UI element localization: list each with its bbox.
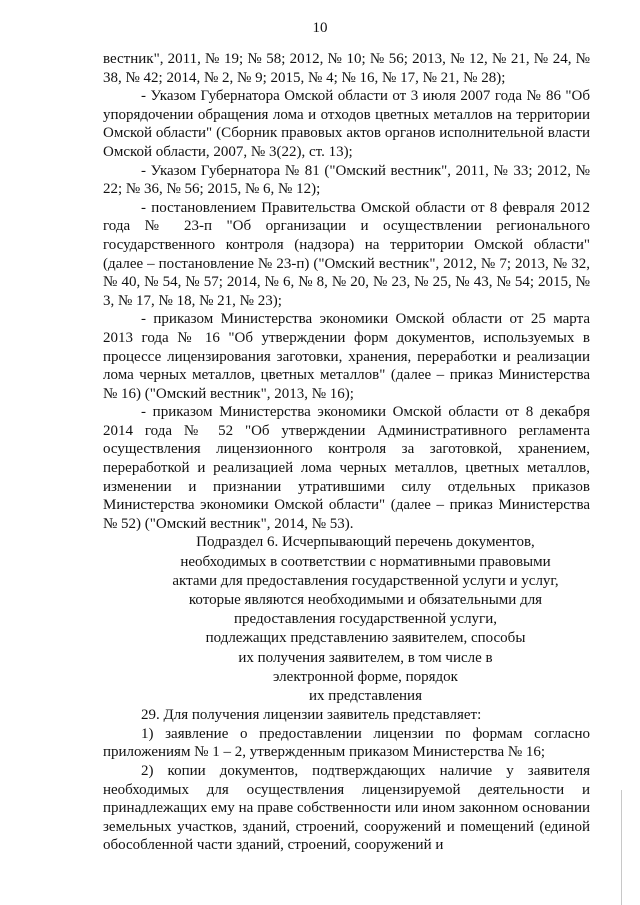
page-number: 10 bbox=[312, 20, 328, 36]
paragraph: - Указом Губернатора Омской области от 3 июля 2007 года № 86 "Об упорядочении обращения лома и отходов цветных металлов на территории Омской области" (Сборник правовых актов органов исполнительной власти Омской области, 2007, № 3(22), ст. 13); bbox=[103, 88, 590, 160]
paragraph: - приказом Министерства экономики Омской области от 25 марта 2013 года № 16 "Об утверждении форм документов, используемых в процессе лицензирования заготовки, хранения, переработки и реализации лома черных металлов, цветных металлов" (далее – приказ Министерства № 16) ("Омский вестник", 2013, № 16); bbox=[103, 311, 590, 402]
document-body bbox=[103, 50, 590, 855]
section-heading bbox=[103, 533, 590, 706]
heading-line: подлежащих представлению заявителем, способы bbox=[205, 630, 526, 647]
paragraph: 29. Для получения лицензии заявитель представляет: bbox=[141, 707, 482, 724]
paragraph: - Указом Губернатора № 81 ("Омский вестник", 2011, № 33; 2012, № 22; № 36, № 56; 2015, № 6, № 12); bbox=[103, 162, 590, 198]
heading-line: электронной форме, порядок bbox=[273, 668, 458, 685]
heading-line: их получения заявителем, в том числе в bbox=[238, 649, 493, 666]
heading-line: предоставления государственной услуги, bbox=[233, 611, 497, 628]
paragraph: - приказом Министерства экономики Омской области от 8 декабря 2014 года № 52 "Об утверждении Административного регламента осуществления лицензионного контроля за заготовкой, хранением, переработкой и реализацией лома черных металлов, цветных металлов, изменении и признании утратившими силу отдельных приказов Министерства экономики Омской области" (далее – приказ Министерства № 52) ("Омский вестник", 2014, № 53). bbox=[103, 404, 590, 532]
paragraph: - постановлением Правительства Омской области от 8 февраля 2012 года № 23-п "Об организации и осуществлении регионального государственного контроля (надзора) на территории Омской области" (далее – постановление № 23-п) ("Омский вестник", 2012, № 7; 2013, № 32, № 40, № 54, № 57; 2014, № 6, № 8, № 20, № 23, № 25, № 43, № 54; 2015, № 3, № 17, № 18, № 21, № 23); bbox=[103, 199, 590, 309]
scan-edge-line bbox=[621, 790, 622, 905]
paragraph: 1) заявление о предоставлении лицензии по формам согласно приложениям № 1 – 2, утвержденным приказом Министерства № 16; bbox=[103, 725, 590, 761]
heading-line: необходимых в соответствии с нормативными правовыми bbox=[180, 553, 551, 570]
paragraph: вестник", 2011, № 19; № 58; 2012, № 10; № 56; 2013, № 12, № 21, № 24, № 38, № 42; 2014, № 2, № 9; 2015, № 4; № 16, № 17, № 21, № 28); bbox=[103, 51, 590, 86]
heading-line: Подраздел 6. Исчерпывающий перечень документов, bbox=[196, 534, 535, 551]
heading-line: актами для предоставления государственной услуги и услуг, bbox=[172, 572, 559, 589]
paragraph: 2) копии документов, подтверждающих наличие у заявителя необходимых для осуществления лицензируемой деятельности и принадлежащих ему на праве собственности или ином законном основании земельных участков, зданий, строений, сооружений и помещений (единой обособленной части зданий, строений, сооружений и bbox=[103, 763, 590, 854]
heading-line: которые являются необходимыми и обязательными для bbox=[188, 592, 543, 609]
heading-line: их представления bbox=[309, 688, 422, 705]
